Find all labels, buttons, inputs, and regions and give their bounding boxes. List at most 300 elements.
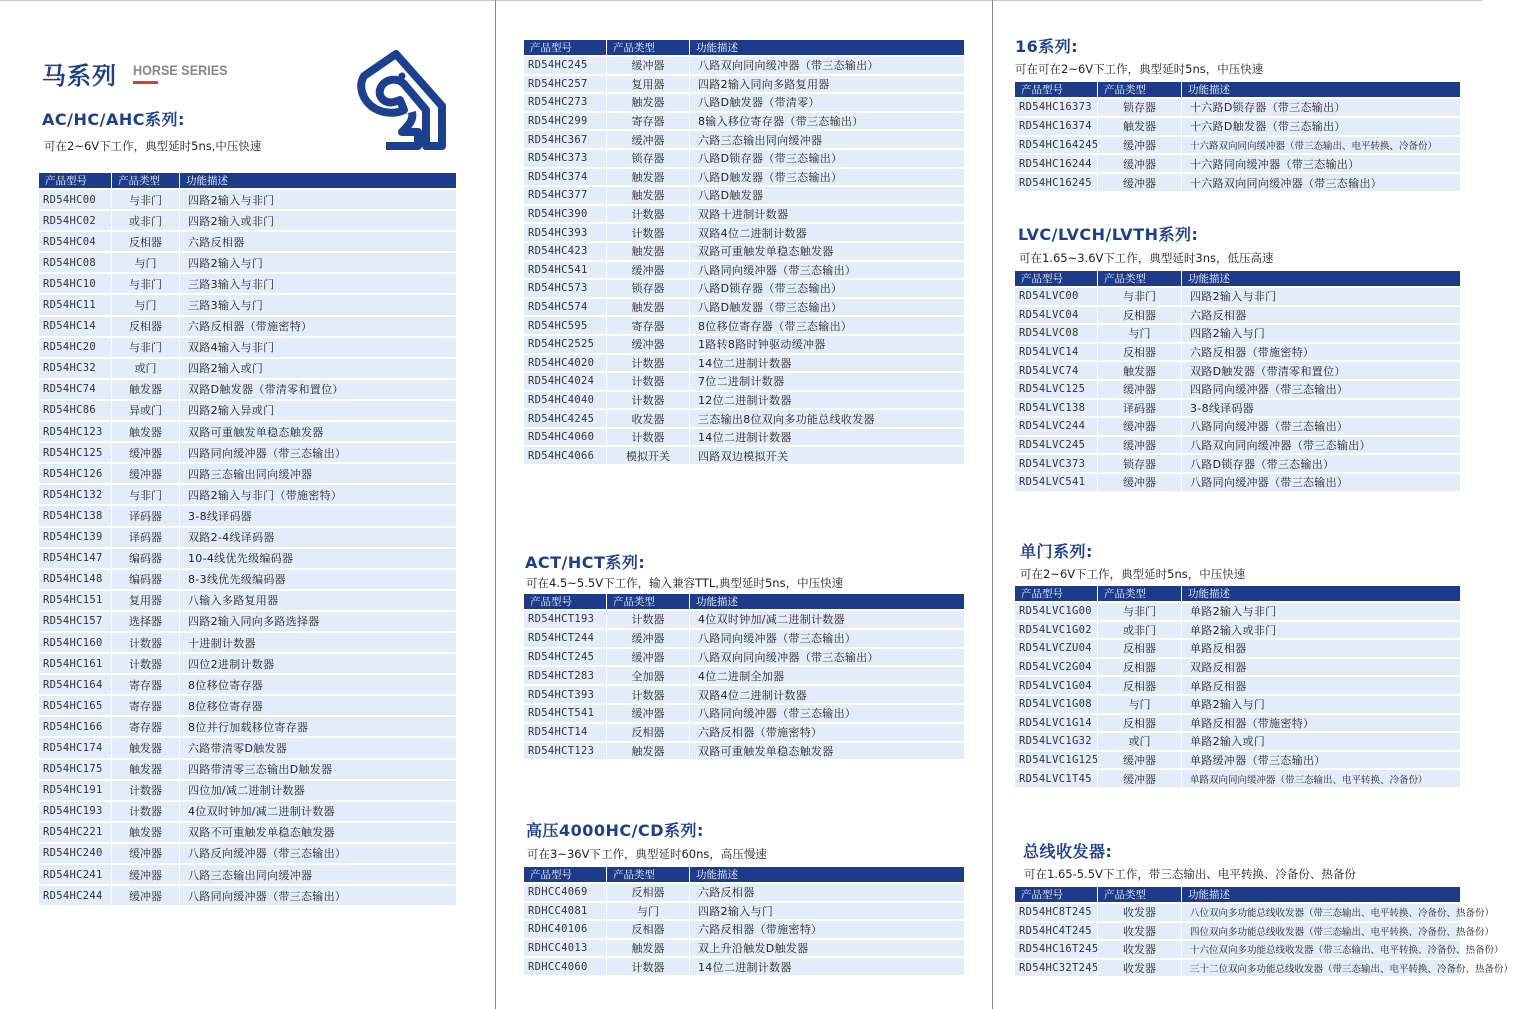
- table-row: [524, 667, 964, 684]
- product-type: 触发器: [606, 94, 689, 111]
- function-desc: 六路反相器（带施密特）: [179, 317, 456, 336]
- function-desc: 双路4输入与非门: [179, 338, 456, 357]
- function-desc: 4位二进制全加器: [689, 667, 964, 684]
- function-desc: 双路可重触发单稳态触发器: [689, 743, 964, 760]
- product-type: 缓冲器: [1097, 770, 1181, 787]
- product-type: 缓冲器: [606, 649, 689, 666]
- function-desc: 四路2输入与非门（带施密特）: [179, 485, 456, 504]
- function-desc: 双上升沿触发D触发器: [689, 940, 964, 957]
- product-type: 编码器: [111, 570, 179, 589]
- product-type: 计数器: [606, 429, 689, 446]
- product-type: 或门: [1097, 733, 1181, 750]
- table-row: [524, 169, 964, 186]
- header-type: 产品类型: [1097, 586, 1181, 601]
- product-model: RD54HCT123: [524, 743, 606, 760]
- product-type: 译码器: [111, 506, 179, 525]
- table-row: [524, 630, 964, 647]
- function-desc: 十六路双向同向缓冲器（带三态输出、电平转换、冷备份）: [1181, 137, 1460, 154]
- bus-title: 总线收发器:: [1023, 842, 1113, 861]
- s16-table: [1015, 80, 1460, 193]
- table-row: [1015, 941, 1460, 958]
- table-row: [1015, 960, 1460, 977]
- function-desc: 八路同向缓冲器（带三态输出）: [689, 630, 964, 647]
- table-row: [524, 373, 964, 390]
- product-type: 反相器: [1097, 677, 1181, 694]
- function-desc: 八输入多路复用器: [179, 591, 456, 610]
- product-type: 反相器: [1097, 307, 1181, 324]
- product-type: 与门: [111, 253, 179, 272]
- product-type: 与门: [606, 903, 689, 920]
- table-row: [524, 131, 964, 148]
- function-desc: 八路同向缓冲器（带三态输出）: [1181, 418, 1460, 435]
- table-row: [39, 612, 456, 631]
- table-row: [1015, 474, 1460, 491]
- table-row: [1015, 752, 1460, 769]
- product-type: 触发器: [606, 169, 689, 186]
- product-model: RD54HC4T245: [1015, 923, 1097, 940]
- product-model: RD54HC4040: [524, 392, 606, 409]
- function-desc: 四路同向缓冲器（带三态输出）: [179, 443, 456, 462]
- table-row: [39, 338, 456, 357]
- table-row: [39, 422, 456, 441]
- table-row: [39, 570, 456, 589]
- table-row: [524, 686, 964, 703]
- function-desc: 12位二进制计数器: [689, 392, 964, 409]
- product-model: RD54HC138: [39, 506, 111, 525]
- function-desc: 1路转8路时钟驱动缓冲器: [689, 336, 964, 353]
- table-row: [1015, 437, 1460, 454]
- product-model: RD54HCT283: [524, 667, 606, 684]
- table-row: [1015, 325, 1460, 342]
- product-type: 缓冲器: [606, 336, 689, 353]
- function-desc: 8-3线优先级编码器: [179, 570, 456, 589]
- product-model: RD54LVC1G04: [1015, 677, 1097, 694]
- function-desc: 三路3输入与非门: [179, 274, 456, 293]
- product-model: RD54HC10: [39, 274, 111, 293]
- product-model: RD54HC160: [39, 633, 111, 652]
- ac-hc-table: [39, 171, 456, 907]
- header-model: 产品型号: [1015, 586, 1097, 601]
- product-model: RD54HC02: [39, 211, 111, 230]
- function-desc: 十六位双向多功能总线收发器（带三态输出、电平转换、冷备份、热备份）: [1181, 941, 1460, 958]
- function-desc: 八路同向缓冲器（带三态输出）: [179, 886, 456, 905]
- function-desc: 十六路同向缓冲器（带三态输出）: [1181, 155, 1460, 172]
- table-row: [524, 649, 964, 666]
- table-row: [1015, 455, 1460, 472]
- product-model: RD54HC374: [524, 169, 606, 186]
- product-type: 收发器: [1097, 904, 1181, 921]
- product-type: 反相器: [1097, 659, 1181, 676]
- product-type: 锁存器: [606, 150, 689, 167]
- table-row: [39, 823, 456, 842]
- function-desc: 单路2输入或门: [1181, 733, 1460, 750]
- function-desc: 六路反相器（带施密特）: [689, 921, 964, 938]
- header-type: 产品类型: [606, 594, 689, 609]
- header-type: 产品类型: [606, 867, 689, 882]
- product-model: RD54LVC1G32: [1015, 733, 1097, 750]
- product-type: 寄存器: [111, 696, 179, 715]
- product-type: 计数器: [606, 392, 689, 409]
- function-desc: 三路3输入与门: [179, 295, 456, 314]
- table-row: [39, 485, 456, 504]
- product-type: 计数器: [111, 654, 179, 673]
- table-row: [1015, 733, 1460, 750]
- header-model: 产品型号: [524, 40, 606, 55]
- function-desc: 8位并行加载移位寄存器: [179, 717, 456, 736]
- table-row: [39, 528, 456, 547]
- function-desc: 单路反相器: [1181, 640, 1460, 657]
- function-desc: 双路可重触发单稳态触发器: [689, 243, 964, 260]
- product-model: RDHCC4013: [524, 940, 606, 957]
- product-type: 触发器: [1097, 362, 1181, 379]
- product-type: 选择器: [111, 612, 179, 631]
- product-model: RD54HC00: [39, 190, 111, 209]
- hv4000-desc: 可在3~36V下工作，典型延时60ns，高压慢速: [527, 847, 767, 861]
- function-desc: 单路2输入或非门: [1181, 622, 1460, 639]
- function-desc: 四位2进制计数器: [179, 654, 456, 673]
- function-desc: 四路2输入同向多路复用器: [689, 76, 964, 93]
- table-row: [1015, 381, 1460, 398]
- product-type: 寄存器: [606, 113, 689, 130]
- product-type: 异或门: [111, 401, 179, 420]
- product-model: RD54HC8T245: [1015, 904, 1097, 921]
- product-type: 缓冲器: [111, 844, 179, 863]
- function-desc: 四路2输入与门: [179, 253, 456, 272]
- product-type: 与非门: [111, 274, 179, 293]
- table-row: [1015, 418, 1460, 435]
- product-type: 反相器: [606, 884, 689, 901]
- product-type: 缓冲器: [1097, 137, 1181, 154]
- table-row: [1015, 770, 1460, 787]
- table-row: [1015, 622, 1460, 639]
- product-model: RD54LVC08: [1015, 325, 1097, 342]
- product-model: RDHCC4069: [524, 884, 606, 901]
- product-model: RD54HC16245: [1015, 174, 1097, 191]
- table-row: [524, 150, 964, 167]
- product-type: 与非门: [1097, 288, 1181, 305]
- table-row: [524, 187, 964, 204]
- product-model: RD54HC132: [39, 485, 111, 504]
- product-model: RD54HC16373: [1015, 99, 1097, 116]
- header-model: 产品型号: [1015, 271, 1097, 286]
- table-row: [524, 921, 964, 938]
- table-row: [39, 443, 456, 462]
- ac-hc-title: AC/HC/AHC系列:: [42, 110, 185, 129]
- function-desc: 四路2输入同向多路选择器: [179, 612, 456, 631]
- table-row: [524, 903, 964, 920]
- function-desc: 四路三态输出同向缓冲器: [179, 464, 456, 483]
- act-hct-table: [524, 592, 964, 761]
- table-row: [524, 611, 964, 628]
- table-row: [39, 401, 456, 420]
- table-row: [524, 958, 964, 975]
- product-type: 复用器: [606, 76, 689, 93]
- table-row: [524, 317, 964, 334]
- product-model: RD54LVC541: [1015, 474, 1097, 491]
- product-model: RD54LVC74: [1015, 362, 1097, 379]
- product-type: 锁存器: [1097, 99, 1181, 116]
- product-type: 与非门: [1097, 603, 1181, 620]
- table-row: [524, 94, 964, 111]
- function-desc: 4位双时钟加/减二进制计数器: [689, 611, 964, 628]
- product-model: RD54HC148: [39, 570, 111, 589]
- product-type: 译码器: [1097, 400, 1181, 417]
- table-row: [39, 295, 456, 314]
- product-model: RD54HC32T245: [1015, 960, 1097, 977]
- function-desc: 单路2输入与门: [1181, 696, 1460, 713]
- table-row: [39, 506, 456, 525]
- product-type: 计数器: [111, 802, 179, 821]
- table-header-row: [524, 40, 964, 55]
- product-type: 计数器: [606, 224, 689, 241]
- product-model: RD54LVC1G00: [1015, 603, 1097, 620]
- table-row: [524, 336, 964, 353]
- function-desc: 八路同向缓冲器（带三态输出）: [689, 262, 964, 279]
- function-desc: 14位二进制计数器: [689, 429, 964, 446]
- product-type: 触发器: [111, 760, 179, 779]
- product-model: RD54LVC373: [1015, 455, 1097, 472]
- product-type: 与非门: [111, 190, 179, 209]
- table-row: [39, 359, 456, 378]
- act-hct-desc: 可在4.5~5.5V下工作，输入兼容TTL,典型延时5ns，中压快速: [526, 576, 844, 590]
- function-desc: 六路反相器（带施密特）: [1181, 344, 1460, 361]
- function-desc: 八路双向同向缓冲器（带三态输出）: [689, 649, 964, 666]
- table-row: [524, 224, 964, 241]
- table-row: [524, 429, 964, 446]
- product-type: 计数器: [111, 781, 179, 800]
- product-model: RDHC40106: [524, 921, 606, 938]
- table-row: [524, 299, 964, 316]
- table-row: [524, 280, 964, 297]
- table-row: [39, 253, 456, 272]
- product-model: RD54HC164245: [1015, 137, 1097, 154]
- act-hct-title: ACT/HCT系列:: [525, 553, 646, 572]
- product-model: RD54HC373: [524, 150, 606, 167]
- product-model: RD54HC367: [524, 131, 606, 148]
- table-row: [524, 206, 964, 223]
- product-type: 触发器: [1097, 118, 1181, 135]
- product-model: RD54LVC04: [1015, 307, 1097, 324]
- header-desc: 功能描述: [689, 40, 964, 55]
- function-desc: 十六路D触发器（带三态输出）: [1181, 118, 1460, 135]
- header-type: 产品类型: [1097, 887, 1181, 902]
- product-type: 触发器: [111, 823, 179, 842]
- product-model: RD54HC32: [39, 359, 111, 378]
- lvc-desc: 可在1.65~3.6V下工作，典型延时3ns，低压高速: [1019, 251, 1274, 265]
- brand-underline: [133, 81, 158, 84]
- function-desc: 四路带清零三态输出D触发器: [179, 760, 456, 779]
- table-row: [524, 113, 964, 130]
- s16-title: 16系列:: [1015, 37, 1079, 56]
- product-model: RD54HC175: [39, 760, 111, 779]
- product-type: 缓冲器: [1097, 474, 1181, 491]
- product-model: RD54HC423: [524, 243, 606, 260]
- product-type: 反相器: [111, 317, 179, 336]
- product-model: RD54LVC14: [1015, 344, 1097, 361]
- product-model: RD54HC123: [39, 422, 111, 441]
- product-type: 缓冲器: [1097, 174, 1181, 191]
- product-type: 译码器: [111, 528, 179, 547]
- table-header-row: [1015, 586, 1460, 601]
- table-row: [1015, 696, 1460, 713]
- product-model: RD54HCT393: [524, 686, 606, 703]
- function-desc: 四路双边模拟开关: [689, 447, 964, 464]
- table-row: [524, 940, 964, 957]
- product-type: 缓冲器: [1097, 437, 1181, 454]
- product-type: 触发器: [606, 243, 689, 260]
- function-desc: 八路D锁存器（带三态输出）: [689, 150, 964, 167]
- table-row: [524, 724, 964, 741]
- table-row: [1015, 307, 1460, 324]
- product-type: 触发器: [606, 187, 689, 204]
- function-desc: 三态输出8位双向多功能总线收发器: [689, 410, 964, 427]
- product-type: 或门: [111, 359, 179, 378]
- function-desc: 四路2输入或门: [179, 359, 456, 378]
- table-row: [1015, 362, 1460, 379]
- table-row: [1015, 288, 1460, 305]
- product-model: RDHCC4081: [524, 903, 606, 920]
- table-row: [1015, 715, 1460, 732]
- header-model: 产品型号: [524, 594, 606, 609]
- single-desc: 可在2~6V下工作，典型延时5ns，中压快速: [1020, 567, 1246, 581]
- header-type: 产品类型: [1097, 271, 1181, 286]
- product-type: 与门: [1097, 696, 1181, 713]
- product-type: 触发器: [111, 422, 179, 441]
- lvc-table: [1015, 269, 1460, 493]
- product-model: RD54HC16T245: [1015, 941, 1097, 958]
- product-model: RD54HC191: [39, 781, 111, 800]
- product-model: RD54HC377: [524, 187, 606, 204]
- function-desc: 六路反相器: [1181, 307, 1460, 324]
- product-type: 缓冲器: [1097, 752, 1181, 769]
- product-model: RD54HC125: [39, 443, 111, 462]
- table-row: [524, 262, 964, 279]
- horse-logo-icon: [356, 50, 452, 150]
- product-model: RD54HC139: [39, 528, 111, 547]
- product-model: RD54HCT14: [524, 724, 606, 741]
- product-type: 或非门: [1097, 622, 1181, 639]
- brand-title: 马系列: [42, 62, 117, 90]
- product-type: 反相器: [1097, 640, 1181, 657]
- product-model: RD54HC126: [39, 464, 111, 483]
- table-row: [39, 675, 456, 694]
- product-type: 全加器: [606, 667, 689, 684]
- header-desc: 功能描述: [1181, 82, 1460, 97]
- table-row: [39, 865, 456, 884]
- product-type: 触发器: [111, 380, 179, 399]
- function-desc: 双路4位二进制计数器: [689, 686, 964, 703]
- function-desc: 单路2输入与非门: [1181, 603, 1460, 620]
- header-model: 产品型号: [39, 173, 111, 188]
- function-desc: 八路同向缓冲器（带三态输出）: [1181, 474, 1460, 491]
- header-desc: 功能描述: [1181, 271, 1460, 286]
- table-row: [39, 696, 456, 715]
- product-type: 缓冲器: [606, 57, 689, 74]
- product-type: 触发器: [111, 738, 179, 757]
- product-model: RD54HC273: [524, 94, 606, 111]
- function-desc: 八路D锁存器（带三态输出）: [689, 280, 964, 297]
- product-model: RD54LVCZU04: [1015, 640, 1097, 657]
- product-model: RD54LVC138: [1015, 400, 1097, 417]
- product-type: 锁存器: [606, 280, 689, 297]
- function-desc: 八路D触发器（带三态输出）: [689, 169, 964, 186]
- header-desc: 功能描述: [689, 594, 964, 609]
- function-desc: 十进制计数器: [179, 633, 456, 652]
- product-type: 计数器: [606, 206, 689, 223]
- product-type: 缓冲器: [1097, 418, 1181, 435]
- function-desc: 14位二进制计数器: [689, 355, 964, 372]
- function-desc: 六路反相器: [179, 232, 456, 251]
- product-model: RD54HC04: [39, 232, 111, 251]
- single-gate-table: [1015, 584, 1460, 789]
- function-desc: 四路2输入与非门: [1181, 288, 1460, 305]
- product-type: 与门: [111, 295, 179, 314]
- product-type: 计数器: [606, 355, 689, 372]
- function-desc: 8位移位寄存器: [179, 696, 456, 715]
- product-type: 缓冲器: [111, 865, 179, 884]
- table-row: [524, 57, 964, 74]
- table-row: [524, 243, 964, 260]
- product-model: RD54HC86: [39, 401, 111, 420]
- product-model: RD54HC11: [39, 295, 111, 314]
- product-type: 缓冲器: [111, 443, 179, 462]
- product-type: 收发器: [1097, 941, 1181, 958]
- product-model: RD54HC164: [39, 675, 111, 694]
- table-row: [524, 884, 964, 901]
- product-model: RD54HC151: [39, 591, 111, 610]
- function-desc: 8输入移位寄存器（带三态输出）: [689, 113, 964, 130]
- header-type: 产品类型: [606, 40, 689, 55]
- product-model: RD54HCT193: [524, 611, 606, 628]
- table-header-row: [1015, 271, 1460, 286]
- product-model: RD54HC14: [39, 317, 111, 336]
- product-model: RD54LVC00: [1015, 288, 1097, 305]
- table-row: [1015, 400, 1460, 417]
- function-desc: 双路不可重触发单稳态触发器: [179, 823, 456, 842]
- table-row: [39, 802, 456, 821]
- table-row: [39, 380, 456, 399]
- product-model: RD54LVC244: [1015, 418, 1097, 435]
- product-type: 收发器: [1097, 960, 1181, 977]
- product-type: 与非门: [111, 485, 179, 504]
- product-model: RD54HC16374: [1015, 118, 1097, 135]
- function-desc: 八路三态输出同向缓冲器: [179, 865, 456, 884]
- product-model: RD54LVC125: [1015, 381, 1097, 398]
- table-row: [39, 549, 456, 568]
- table-header-row: [39, 173, 456, 188]
- table-header-row: [524, 867, 964, 882]
- table-row: [1015, 155, 1460, 172]
- function-desc: 八路D触发器（带清零）: [689, 94, 964, 111]
- product-type: 缓冲器: [1097, 381, 1181, 398]
- function-desc: 四路2输入异或门: [179, 401, 456, 420]
- brand-subtitle: HORSE SERIES: [133, 62, 228, 78]
- function-desc: 四路2输入与门: [1181, 325, 1460, 342]
- table-row: [1015, 923, 1460, 940]
- table-row: [1015, 640, 1460, 657]
- function-desc: 八路双向同向缓冲器（带三态输出）: [1181, 437, 1460, 454]
- table-row: [1015, 99, 1460, 116]
- product-model: RD54HC574: [524, 299, 606, 316]
- function-desc: 7位二进制计数器: [689, 373, 964, 390]
- table-row: [39, 844, 456, 863]
- product-model: RD54LVC2G04: [1015, 659, 1097, 676]
- product-type: 寄存器: [111, 717, 179, 736]
- table-row: [39, 211, 456, 230]
- table-row: [1015, 137, 1460, 154]
- product-model: RD54HC16244: [1015, 155, 1097, 172]
- function-desc: 双路D触发器（带清零和置位）: [179, 380, 456, 399]
